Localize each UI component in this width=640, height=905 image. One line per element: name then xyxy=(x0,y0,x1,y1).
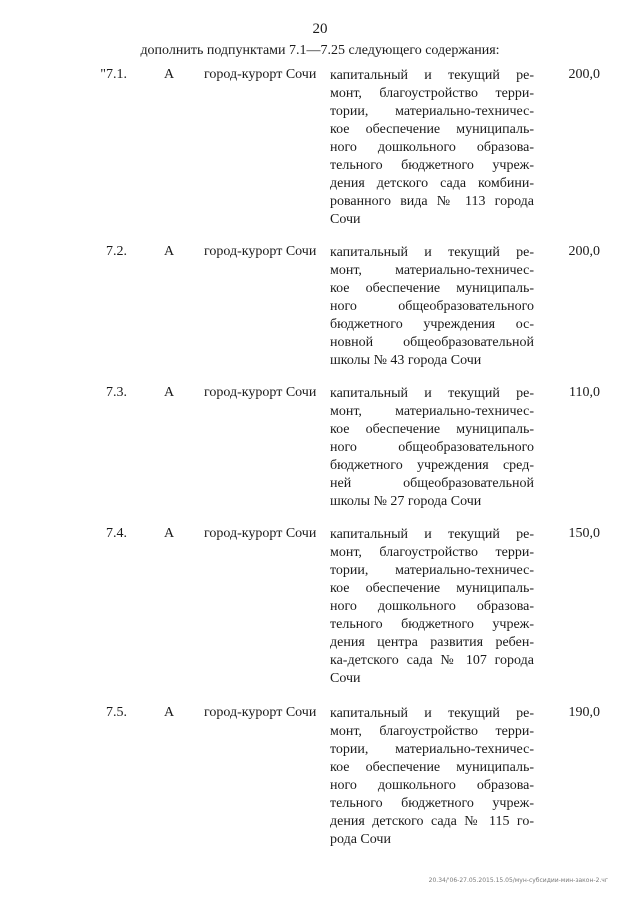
item-category: А xyxy=(164,385,175,400)
description-line: дения центра развития ребен- xyxy=(330,635,534,650)
description-line: капитальный и текущий ре- xyxy=(330,527,534,542)
description-line: кое обеспечение муниципаль- xyxy=(330,281,534,296)
description-line: бюджетного учреждения сред- xyxy=(330,458,534,473)
item-number: 7.3. xyxy=(106,385,127,400)
description-line: бюджетного учреждения ос- xyxy=(330,317,534,332)
item-number: "7.1. xyxy=(100,67,127,82)
item-number: 7.4. xyxy=(106,526,127,541)
item-category: А xyxy=(164,244,175,259)
description-line: монт, материально-техничес- xyxy=(330,263,534,278)
description-line: ного дошкольного образова- xyxy=(330,599,534,614)
item-municipality: город-курорт Сочи xyxy=(204,526,317,541)
description-line: кое обеспечение муниципаль- xyxy=(330,122,534,137)
description-line: кое обеспечение муниципаль- xyxy=(330,581,534,596)
description-line: ного дошкольного образова- xyxy=(330,140,534,155)
item-municipality: город-курорт Сочи xyxy=(204,67,317,82)
description-line: капитальный и текущий ре- xyxy=(330,386,534,401)
description-line: капитальный и текущий ре- xyxy=(330,706,534,721)
item-number: 7.2. xyxy=(106,244,127,259)
description-line: ка-детского сада № 107 города xyxy=(330,653,534,668)
description-line: тельного бюджетного учреж- xyxy=(330,796,534,811)
item-description xyxy=(330,244,534,370)
description-line: монт, благоустройство терри- xyxy=(330,86,534,101)
description-line: ного дошкольного образова- xyxy=(330,778,534,793)
item-description xyxy=(330,526,534,688)
description-line: новной общеобразовательной xyxy=(330,335,534,350)
description-line: тельного бюджетного учреж- xyxy=(330,617,534,632)
page-number: 20 xyxy=(312,21,328,37)
description-line: Сочи xyxy=(330,671,361,686)
description-line: тории, материально-техничес- xyxy=(330,104,534,119)
description-line: монт, материально-техничес- xyxy=(330,404,534,419)
item-amount: 190,0 xyxy=(568,705,600,720)
item-description xyxy=(330,705,534,849)
description-line: монт, благоустройство терри- xyxy=(330,724,534,739)
item-description xyxy=(330,385,534,511)
description-line: кое обеспечение муниципаль- xyxy=(330,760,534,775)
item-amount: 200,0 xyxy=(568,67,600,82)
description-line: школы № 27 города Сочи xyxy=(330,494,482,509)
description-line: монт, благоустройство терри- xyxy=(330,545,534,560)
description-line: кое обеспечение муниципаль- xyxy=(330,422,534,437)
description-line: капитальный и текущий ре- xyxy=(330,68,534,83)
item-category: А xyxy=(164,526,175,541)
description-line: рода Сочи xyxy=(330,832,391,847)
item-municipality: город-курорт Сочи xyxy=(204,705,317,720)
description-line: капитальный и текущий ре- xyxy=(330,245,534,260)
description-line: тории, материально-техничес- xyxy=(330,742,534,757)
description-line: тельного бюджетного учреж- xyxy=(330,158,534,173)
description-line: рованного вида № 113 города xyxy=(330,194,534,209)
description-line: дения детского сада № 115 го- xyxy=(330,814,534,829)
description-line: ней общеобразовательной xyxy=(330,476,534,491)
intro-text: дополнить подпунктами 7.1—7.25 следующего содержания: xyxy=(140,43,500,58)
description-line: дения детского сада комбини- xyxy=(330,176,534,191)
item-amount: 200,0 xyxy=(568,244,600,259)
description-line: ного общеобразовательного xyxy=(330,440,534,455)
item-municipality: город-курорт Сочи xyxy=(204,385,317,400)
description-line: тории, материально-техничес- xyxy=(330,563,534,578)
item-amount: 150,0 xyxy=(568,526,600,541)
item-description xyxy=(330,67,534,229)
description-line: ного общеобразовательного xyxy=(330,299,534,314)
file-footer: 20.34/'06-27.05.2015.15.05/мун-субсидии-мин-закон-2.чг xyxy=(428,877,608,884)
description-line: Сочи xyxy=(330,212,361,227)
item-municipality: город-курорт Сочи xyxy=(204,244,317,259)
item-number: 7.5. xyxy=(106,705,127,720)
description-line: школы № 43 города Сочи xyxy=(330,353,482,368)
item-category: А xyxy=(164,67,175,82)
item-category: А xyxy=(164,705,175,720)
item-amount: 110,0 xyxy=(569,385,600,400)
